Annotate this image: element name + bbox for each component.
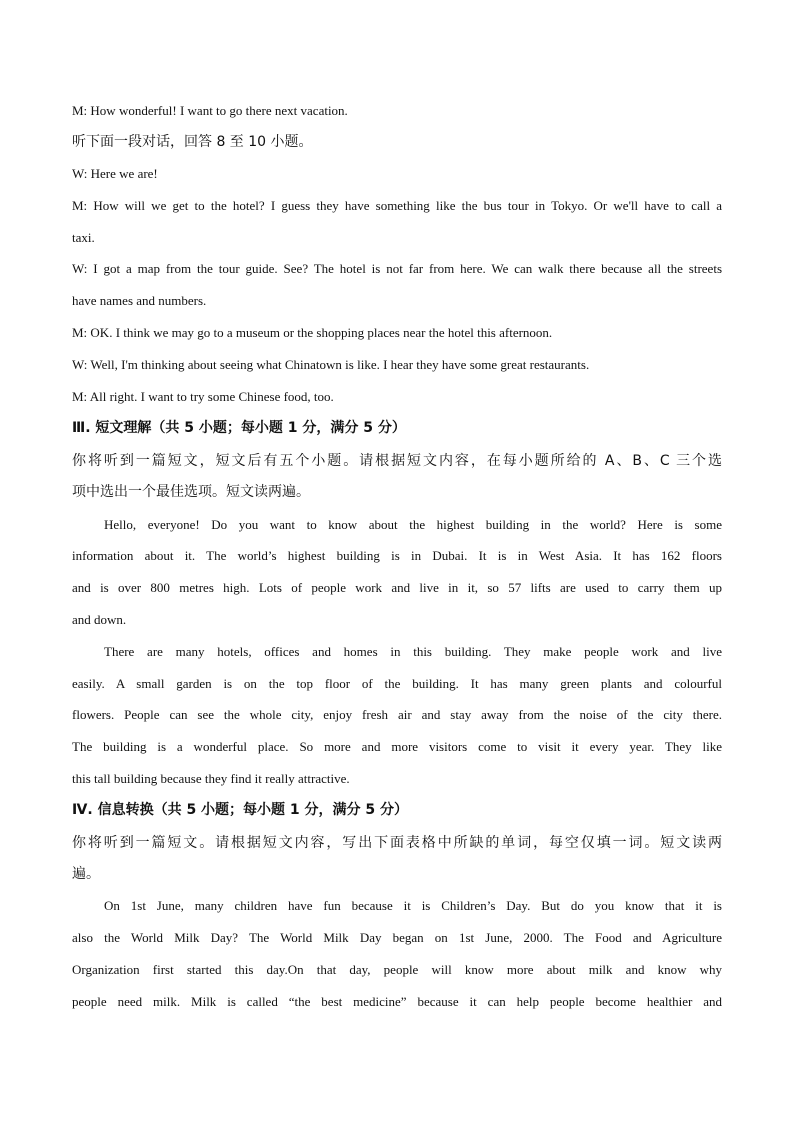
dialogue-line: W: Well, I'm thinking about seeing what Chinatown is like. I hear they have some great restaurants.	[72, 357, 590, 372]
dialogue-line: M: OK. I think we may go to a museum or the shopping places near the hotel this afternoon.	[72, 325, 553, 340]
passage-line: and down.	[72, 612, 127, 627]
section-instruction: 你将听到一篇短文。请根据短文内容，写出下面表格中所缺的单词，每空仅填一词。短文读两	[72, 835, 722, 851]
passage-line: people need milk. Milk is called “the best medicine” because it can help people become healthier and	[72, 994, 722, 1009]
dialogue-line: M: How wonderful! I want to go there next vacation.	[72, 103, 348, 118]
section-heading: Ⅳ. 信息转换（共 5 小题；每小题 1 分，满分 5 分）	[72, 802, 409, 818]
passage-line: The building is a wonderful place. So more and more visitors come to visit it every year. They like	[72, 739, 722, 754]
section-instruction: 项中选出一个最佳选项。短文读两遍。	[72, 484, 310, 500]
section-instruction: 你将听到一篇短文，短文后有五个小题。请根据短文内容，在每小题所给的 A、B、C 三个选	[72, 453, 722, 469]
passage-line: There are many hotels, offices and homes in this building. They make people work and live	[104, 644, 722, 659]
dialogue-line: M: All right. I want to try some Chinese food, too.	[72, 389, 334, 404]
dialogue-line: W: Here we are!	[72, 166, 158, 181]
passage-line: information about it. The world’s highest building is in Dubai. It is in West Asia. It has 162 floors	[72, 548, 722, 563]
passage-line: easily. A small garden is on the top floor of the building. It has many green plants and colourful	[72, 676, 722, 691]
passage-line: also the World Milk Day? The World Milk Day began on 1st June, 2000. The Food and Agriculture	[72, 930, 722, 945]
passage-line: Hello, everyone! Do you want to know about the highest building in the world? Here is some	[104, 517, 722, 532]
section-instruction: 遍。	[72, 866, 100, 882]
listening-instruction: 听下面一段对话，回答 8 至 10 小题。	[72, 134, 313, 150]
passage-line: flowers. People can see the whole city, enjoy fresh air and stay away from the noise of the city there.	[72, 707, 722, 722]
section-heading: Ⅲ. 短文理解（共 5 小题；每小题 1 分，满分 5 分）	[72, 420, 406, 436]
dialogue-line: taxi.	[72, 230, 95, 245]
dialogue-line: M: How will we get to the hotel? I guess they have something like the bus tour in Tokyo. Or we'll have to call a	[72, 198, 722, 213]
dialogue-line: have names and numbers.	[72, 293, 207, 308]
passage-line: and is over 800 metres high. Lots of people work and live in it, so 57 lifts are used to carry them up	[72, 580, 722, 595]
dialogue-line: W: I got a map from the tour guide. See? The hotel is not far from here. We can walk there because all the streets	[72, 261, 722, 276]
passage-line: this tall building because they find it really attractive.	[72, 771, 350, 786]
passage-line: Organization first started this day.On that day, people will know more about milk and know why	[72, 962, 722, 977]
passage-line: On 1st June, many children have fun because it is Children’s Day. But do you know that it is	[104, 898, 722, 913]
